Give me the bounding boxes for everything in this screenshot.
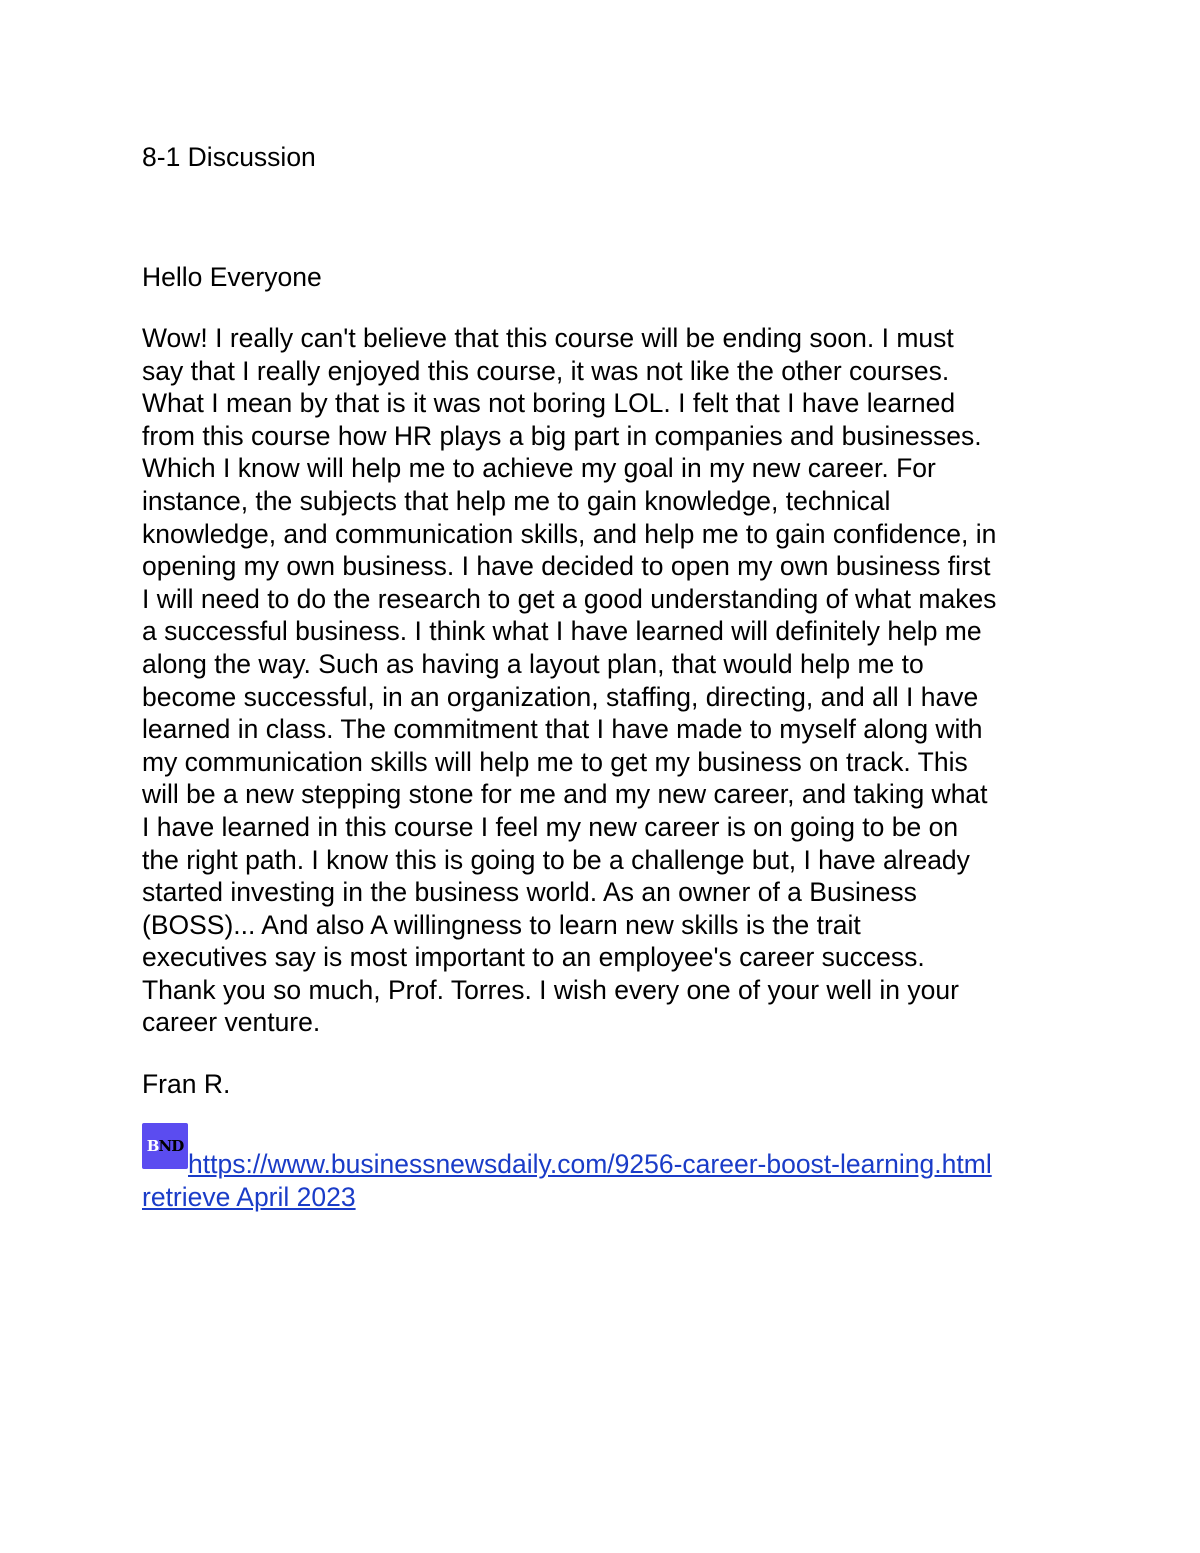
body-line: Thank you so much, Prof. Torres. I wish every one of your well in your [142, 974, 959, 1005]
body-line: say that I really enjoyed this course, it was not like the other courses. [142, 355, 950, 386]
body-line: executives say is most important to an employee's career success. [142, 942, 925, 973]
body-line: the right path. I know this is going to be a challenge but, I have already [142, 844, 970, 875]
body-line: become successful, in an organization, staffing, directing, and all I have [142, 681, 979, 712]
document-title: 8-1 Discussion [142, 142, 316, 172]
body-line: my communication skills will help me to get my business on track. This [142, 746, 968, 777]
body-line: learned in class. The commitment that I have made to myself along with [142, 714, 983, 745]
body-line: from this course how HR plays a big part in companies and businesses. [142, 420, 982, 451]
body-line: a successful business. I think what I have learned will definitely help me [142, 616, 982, 647]
body-line: instance, the subjects that help me to gain knowledge, technical [142, 485, 891, 516]
body-line: I will need to do the research to get a good understanding of what makes [142, 583, 997, 614]
signature: Fran R. [142, 1069, 231, 1099]
body-line: I have learned in this course I feel my new career is on going to be on [142, 811, 959, 842]
body-line: knowledge, and communication skills, and help me to gain confidence, in [142, 518, 997, 549]
body-line: career venture. [142, 1007, 321, 1038]
retrieved-date-link[interactable]: retrieve April 2023 [142, 1182, 356, 1212]
greeting: Hello Everyone [142, 262, 322, 292]
body-line: (BOSS)... And also A willingness to learn new skills is the trait [142, 909, 861, 940]
body-line: will be a new stepping stone for me and my new career, and taking what [142, 779, 988, 810]
body-line: Which I know will help me to achieve my goal in my new career. For [142, 453, 936, 484]
logo-letters-nd: ND [158, 1136, 184, 1155]
body-paragraph [142, 322, 996, 1039]
body-line: Wow! I really can't believe that this course will be ending soon. I must [142, 323, 954, 353]
business-news-daily-logo-icon [142, 1123, 188, 1169]
source-url-link[interactable]: https://www.businessnewsdaily.com/9256-career-boost-learning.html [188, 1149, 992, 1179]
body-line: started investing in the business world. As an owner of a Business [142, 877, 917, 908]
logo-letter-b: B [146, 1136, 159, 1155]
body-line: opening my own business. I have decided to open my own business first [142, 551, 991, 582]
body-line: What I mean by that is it was not boring LOL. I felt that I have learned [142, 388, 956, 419]
body-line: along the way. Such as having a layout plan, that would help me to [142, 648, 924, 679]
